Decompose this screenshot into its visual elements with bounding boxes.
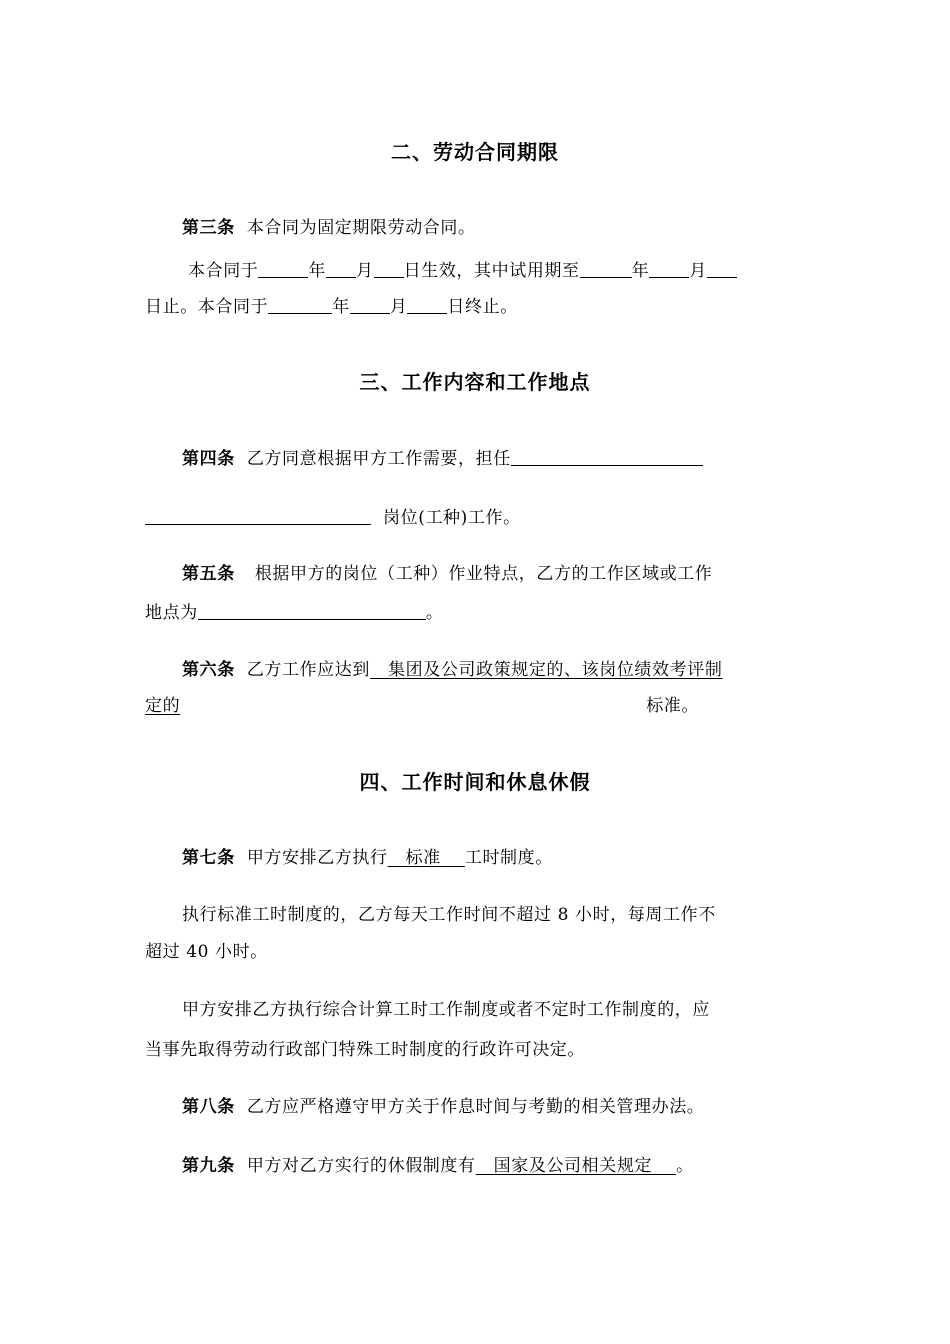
article-6-line2 bbox=[145, 696, 699, 716]
article-text: 根据甲方的岗位（工种）作业特点，乙方的工作区域或工作 bbox=[254, 564, 713, 584]
fill-text: 定的 bbox=[145, 696, 181, 716]
text: 工时制度。 bbox=[464, 848, 553, 868]
article-3 bbox=[182, 218, 476, 238]
fill-text: 标准 bbox=[405, 848, 441, 868]
text: 地点为 bbox=[145, 603, 198, 623]
article-label: 第八条 bbox=[182, 1097, 235, 1117]
article-4-line2 bbox=[145, 507, 521, 528]
text: 年 bbox=[332, 297, 350, 317]
blank-location bbox=[198, 602, 426, 620]
special-hours-line2: 当事先取得劳动行政部门特殊工时制度的行政许可决定。 bbox=[145, 1040, 585, 1060]
blank-end-year bbox=[268, 296, 332, 314]
blank-position-cont bbox=[145, 507, 371, 525]
text: 标准。 bbox=[646, 696, 700, 716]
article-3-dates-line2 bbox=[145, 296, 518, 317]
text: 年 bbox=[631, 261, 650, 281]
text: 月 bbox=[689, 261, 707, 281]
article-9 bbox=[182, 1156, 694, 1176]
text: 日止。本合同于 bbox=[145, 297, 269, 317]
article-text: 本合同为固定期限劳动合同。 bbox=[246, 218, 476, 238]
article-text: 乙方应严格遵守甲方关于作息时间与考勤的相关管理办法。 bbox=[246, 1097, 705, 1117]
article-text: 乙方工作应达到 bbox=[246, 660, 371, 680]
article-label: 第九条 bbox=[182, 1156, 235, 1176]
section-heading-term: 二、劳动合同期限 bbox=[391, 140, 559, 164]
article-8 bbox=[182, 1097, 704, 1117]
section-heading-work: 三、工作内容和工作地点 bbox=[359, 370, 591, 394]
fill-text: 国家及公司相关规定 bbox=[493, 1156, 653, 1176]
text: 岗位(工种)工作。 bbox=[383, 508, 521, 528]
article-7 bbox=[182, 848, 553, 868]
filled-standard bbox=[370, 660, 722, 680]
blank-position bbox=[511, 448, 703, 466]
article-6 bbox=[182, 660, 722, 680]
text: 月 bbox=[389, 297, 408, 317]
text: 。 bbox=[676, 1156, 694, 1176]
article-5-line2 bbox=[145, 602, 443, 623]
filled-standard-cont bbox=[145, 696, 646, 716]
article-4 bbox=[182, 448, 703, 469]
text: 。 bbox=[425, 603, 444, 623]
blank-probation-month bbox=[649, 260, 689, 278]
filled-leave-system bbox=[476, 1156, 676, 1176]
text: 本合同于 bbox=[188, 261, 259, 281]
article-label: 第六条 bbox=[182, 660, 235, 680]
article-label: 第三条 bbox=[182, 218, 235, 238]
standard-hours-line1: 执行标准工时制度的，乙方每天工作时间不超过 8 小时，每周工作不 bbox=[182, 905, 716, 925]
blank-end-day bbox=[407, 296, 447, 314]
special-hours-line1: 甲方安排乙方执行综合计算工时工作制度或者不定时工作制度的，应 bbox=[182, 1000, 710, 1020]
article-5 bbox=[182, 564, 712, 584]
blank-start-day bbox=[374, 260, 404, 278]
article-label: 第四条 bbox=[182, 449, 235, 469]
article-label: 第七条 bbox=[182, 848, 235, 868]
section-heading-hours: 四、工作时间和休息休假 bbox=[359, 770, 591, 794]
text: 日终止。 bbox=[447, 297, 518, 317]
text: 年 bbox=[308, 261, 327, 281]
blank-start-year bbox=[258, 260, 308, 278]
standard-hours-line2: 超过 40 小时。 bbox=[145, 942, 268, 962]
article-text: 乙方同意根据甲方工作需要，担任 bbox=[246, 449, 511, 469]
text: 日生效，其中试用期至 bbox=[403, 261, 580, 281]
blank-probation-day bbox=[707, 260, 737, 278]
text: 月 bbox=[356, 261, 374, 281]
article-text: 甲方对乙方实行的休假制度有 bbox=[246, 1156, 476, 1176]
blank-start-month bbox=[326, 260, 356, 278]
article-3-dates-line1 bbox=[188, 260, 737, 281]
article-label: 第五条 bbox=[182, 564, 235, 584]
filled-hours-system bbox=[388, 848, 465, 868]
fill-text: 集团及公司政策规定的、该岗位绩效考评制 bbox=[388, 660, 723, 680]
blank-probation-year bbox=[580, 260, 632, 278]
article-text: 甲方安排乙方执行 bbox=[246, 848, 388, 868]
blank-end-month bbox=[350, 296, 390, 314]
